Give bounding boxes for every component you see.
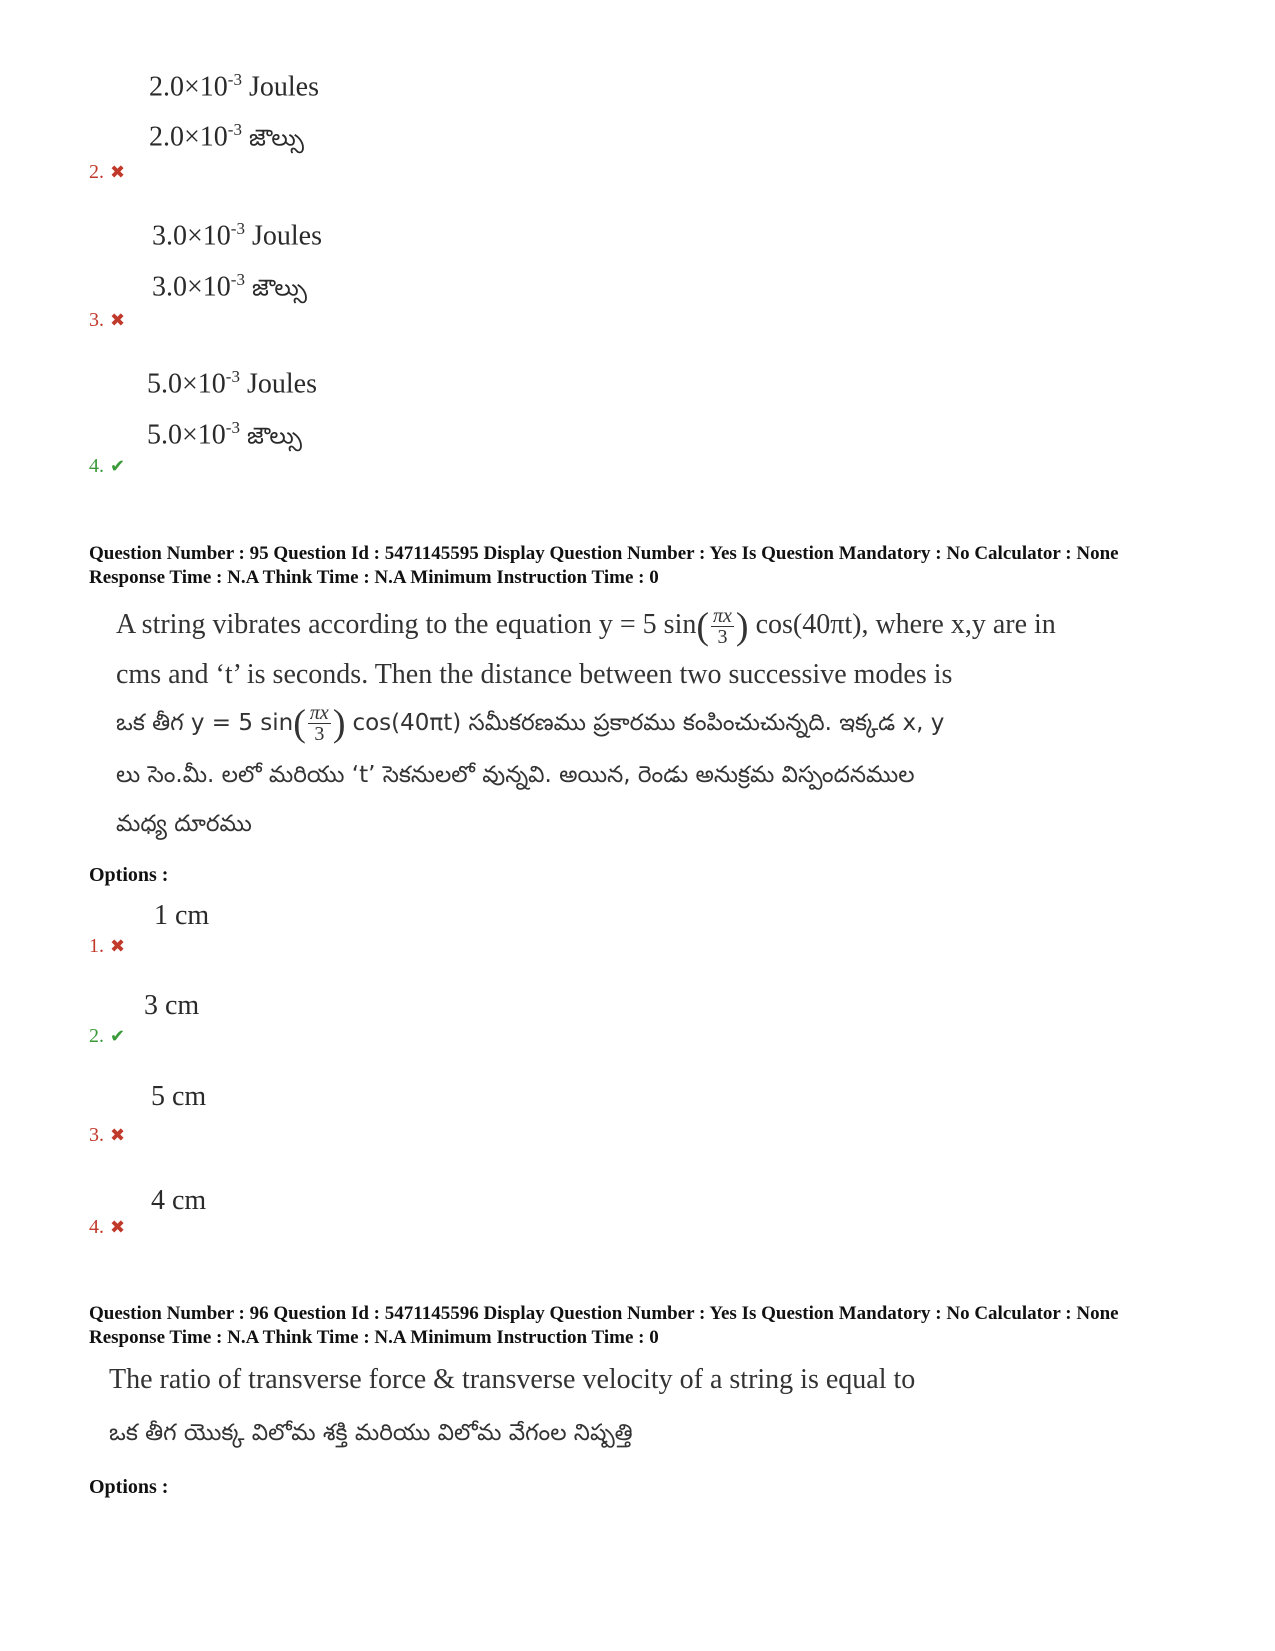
option-text: 3 cm (144, 990, 200, 1021)
option-text: 5 cm (151, 1081, 207, 1112)
question-95-en-line1: A string vibrates according to the equation y = 5 sin( $\frac{\pi x}{3}$ ) cos(40πt), where x,y are in (116, 605, 1056, 648)
fraction: $\frac{\pi x}{3}$ (309, 702, 329, 745)
option-unit: Joules (251, 220, 322, 252)
option-value: 2.0×10 (149, 71, 228, 103)
options-label: Options : (89, 864, 169, 886)
question-95-te-line2: లు సెం.మీ. లలో మరియు ‘t’ సెకనులలో వున్నవి. అయిన, రెండు అనుక్రమ విస్పందనముల (116, 762, 915, 788)
option-number: 2. (89, 161, 104, 183)
option-unit-te: జౌల్సు (246, 423, 303, 450)
option-text: 4 cm (151, 1185, 207, 1216)
option-value: 3.0×10 (152, 220, 231, 252)
option-unit-te: జౌల్సు (251, 275, 308, 302)
option-number: 2. (89, 1025, 104, 1047)
option-number: 3. (89, 1124, 104, 1146)
cross-mark-icon: ✖ (110, 1217, 126, 1237)
option-unit: Joules (248, 71, 319, 103)
option-unit: Joules (246, 368, 317, 400)
option-number: 4. (89, 455, 104, 477)
option-unit-te: జౌల్సు (248, 125, 305, 152)
check-mark-icon: ✔ (110, 456, 126, 476)
check-mark-icon: ✔ (110, 1026, 126, 1046)
question-95-te-line3: మధ్య దూరము (116, 811, 252, 837)
options-label: Options : (89, 1476, 169, 1498)
question-95-header: Question Number : 95 Question Id : 5471145595 Display Question Number : Yes Is Question Mandatory : No Calculator : None Response Time : N.A Think Time : N.A Minimum Instruction Time : 0 (89, 543, 1119, 588)
question-96-te-line1: ఒక తీగ యొక్క విలోమ శక్తి మరియు విలోమ వేగంల నిష్పత్తి (109, 1420, 633, 1446)
question-96-header: Question Number : 96 Question Id : 5471145596 Display Question Number : Yes Is Question Mandatory : No Calculator : None Response Time : N.A Think Time : N.A Minimum Instruction Time : 0 (89, 1303, 1119, 1348)
question-95-en-line2: cms and ‘t’ is seconds. Then the distance between two successive modes is (116, 659, 953, 690)
option-number: 1. (89, 935, 104, 957)
question-95-te-line1: ఒక తీగ y = 5 sin( $\frac{\pi x}{3}$ ) cos(40πt) సమీకరణము ప్రకారము కంపించుచున్నది. ఇక్కడ x, y (116, 702, 945, 745)
option-value-te: 2.0×10 (149, 121, 228, 153)
option-number: 3. (89, 309, 104, 331)
option-value-te: 5.0×10 (147, 419, 226, 451)
fraction: $\frac{\pi x}{3}$ (713, 605, 732, 648)
option-value-te: 3.0×10 (152, 271, 231, 303)
cross-mark-icon: ✖ (110, 310, 126, 330)
question-96-en-line1: The ratio of transverse force & transverse velocity of a string is equal to (109, 1364, 916, 1395)
cross-mark-icon: ✖ (110, 162, 126, 182)
option-value: 5.0×10 (147, 368, 226, 400)
option-number: 4. (89, 1216, 104, 1238)
option-text: 1 cm (154, 900, 210, 931)
cross-mark-icon: ✖ (110, 936, 126, 956)
cross-mark-icon: ✖ (110, 1125, 126, 1145)
